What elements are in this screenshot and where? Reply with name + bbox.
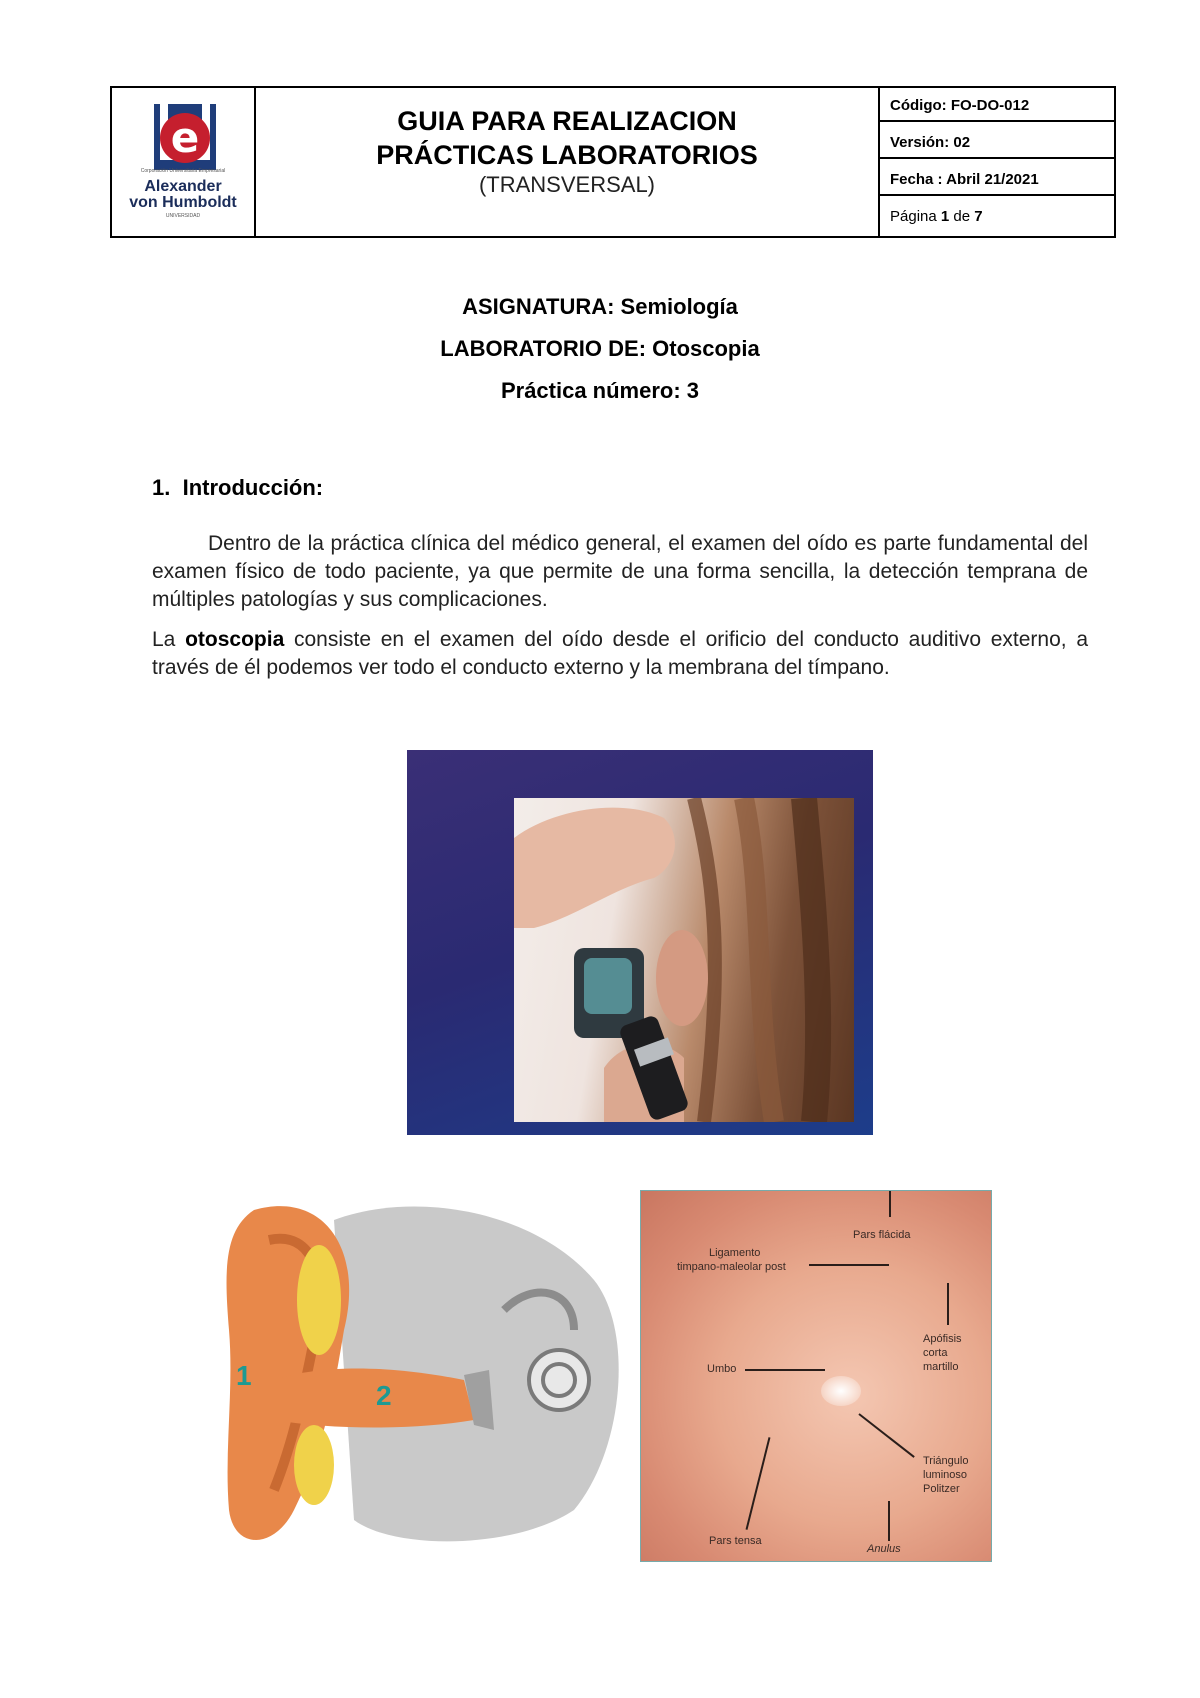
- title-cell: [256, 88, 880, 236]
- fecha-label: Fecha :: [890, 171, 947, 188]
- pagina-total: 7: [974, 208, 983, 225]
- pagina-row: [880, 199, 1114, 233]
- laboratorio-line: [0, 336, 1200, 362]
- logo-tagline-2: UNIVERSIDAD: [165, 213, 201, 219]
- label-apofisis: Apófisis: [923, 1333, 962, 1345]
- pagina-label: Página: [890, 208, 941, 225]
- label-anulus: Anulus: [867, 1543, 901, 1555]
- tympanic-membrane-photo: [640, 1190, 992, 1562]
- otoscope-photo-scene: [514, 798, 854, 1122]
- practica-value: 3: [686, 378, 700, 403]
- codigo-value: FO-DO-012: [950, 97, 1030, 114]
- version-label: Versión:: [890, 134, 954, 151]
- document-title-line-1: GUIA PARA REALIZACION: [397, 106, 737, 136]
- otoscopia-term: otoscopia: [185, 628, 285, 651]
- label-apofisis-2: corta: [923, 1347, 948, 1359]
- logo-name-line-2: von Humboldt: [129, 194, 237, 211]
- ear-anatomy-diagram: [214, 1190, 640, 1562]
- ear-label-1: 1: [236, 1360, 252, 1391]
- label-ligamento: Ligamento: [709, 1247, 761, 1259]
- intro-paragraph-1: Dentro de la práctica clínica del médico general, el examen del oído es parte fundamental del examen físico de todo paciente, ya que permite de una forma sencilla, la detección temprana de múltiples patologías y sus complicaciones.: [152, 532, 1088, 611]
- version-value: 02: [953, 134, 971, 151]
- codigo-label: Código:: [890, 97, 951, 114]
- section-number: 1.: [152, 475, 171, 500]
- fecha-value: Abril 21/2021: [946, 171, 1039, 188]
- pagina-of: de: [949, 208, 975, 225]
- label-triangulo: Triángulo: [923, 1455, 969, 1467]
- document-header: [110, 86, 1116, 238]
- pagina-current: 1: [940, 208, 950, 225]
- asignatura-value: Semiología: [620, 294, 738, 319]
- label-apofisis-3: martillo: [923, 1361, 959, 1373]
- practica-line: [0, 378, 1200, 404]
- label-triangulo-3: Politzer: [923, 1483, 960, 1495]
- otoscope-photo: [407, 750, 873, 1135]
- laboratorio-label: LABORATORIO DE:: [440, 336, 653, 361]
- para2-rest: consiste en el examen del oído desde el orificio del conducto auditivo externo, a través de él podemos ver todo el conducto externo y la membrana del tímpano.: [152, 628, 1088, 679]
- para2-prefix: La: [152, 628, 186, 651]
- asignatura-line: [0, 294, 1200, 320]
- label-umbo: Umbo: [707, 1363, 737, 1375]
- label-pars-flacida: Pars flácida: [853, 1229, 911, 1241]
- ear-anatomy-illustration: [214, 1190, 640, 1562]
- logo-name-line-1: Alexander: [144, 178, 222, 195]
- logo-letter: e: [170, 113, 200, 162]
- label-pars-tensa: Pars tensa: [709, 1535, 762, 1547]
- document-subtitle: (TRANSVERSAL): [478, 172, 656, 197]
- logo-cell: [112, 88, 256, 236]
- ear-label-2: 2: [376, 1380, 392, 1411]
- fecha-row: [880, 162, 1114, 196]
- label-ligamento-2: timpano-maleolar post: [677, 1261, 786, 1273]
- codigo-row: [880, 88, 1114, 122]
- document-title-line-2: PRÁCTICAS LABORATORIOS: [376, 140, 758, 170]
- section-heading: [152, 475, 323, 501]
- version-row: [880, 125, 1114, 159]
- logo-tagline: Corporación Universitaria Empresarial: [140, 168, 226, 174]
- light-reflex: [821, 1376, 861, 1406]
- practica-label: Práctica número:: [500, 378, 687, 403]
- asignatura-label: ASIGNATURA:: [462, 294, 621, 319]
- otoscope-illustration: [514, 798, 854, 1122]
- section-title: Introducción:: [182, 475, 324, 500]
- meta-cell: [880, 88, 1114, 236]
- intro-paragraph-2: [152, 626, 1088, 682]
- laboratorio-value: Otoscopia: [652, 336, 760, 361]
- label-triangulo-2: luminoso: [923, 1469, 968, 1481]
